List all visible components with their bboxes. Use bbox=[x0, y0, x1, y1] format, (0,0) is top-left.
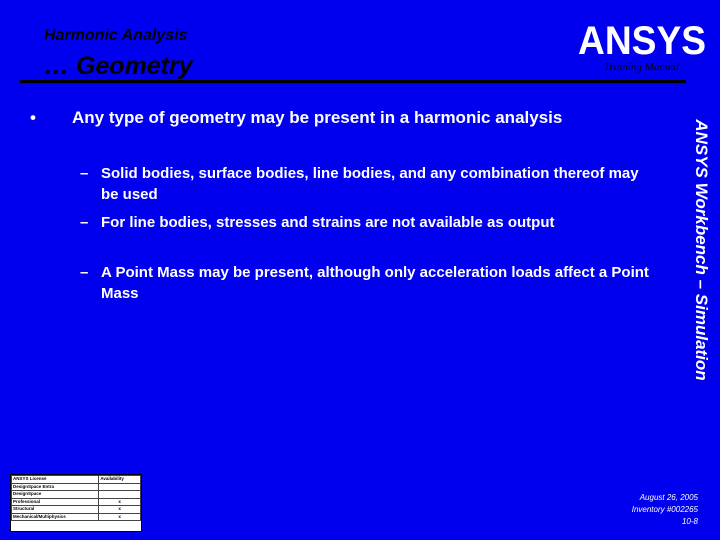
license-name: DesignSpace Entra bbox=[12, 483, 99, 491]
dash-icon: – bbox=[80, 264, 89, 281]
license-name: Mechanical/Multiphysics bbox=[12, 513, 99, 521]
footer-info bbox=[632, 492, 698, 528]
dash-icon: – bbox=[80, 165, 89, 182]
ansys-logo-text: ANSYS bbox=[578, 19, 706, 60]
training-manual-label: Training Manual bbox=[604, 61, 679, 73]
sub-bullet bbox=[80, 163, 660, 205]
slide-title: … Geometry bbox=[44, 52, 193, 80]
license-availability bbox=[99, 483, 141, 491]
section-title: Harmonic Analysis bbox=[44, 27, 188, 44]
license-table bbox=[10, 474, 142, 532]
bullet-text: Any type of geometry may be present in a harmonic analysis bbox=[72, 108, 563, 127]
page-number: 10-8 bbox=[681, 517, 698, 526]
header-divider bbox=[20, 80, 686, 83]
sub-bullet-text: Solid bodies, surface bodies, line bodies, and any combination thereof may be used bbox=[101, 165, 639, 203]
dash-icon: – bbox=[80, 214, 89, 231]
sidebar-vertical-title: ANSYS Workbench – Simulation bbox=[692, 119, 711, 381]
sub-bullet bbox=[80, 212, 660, 233]
bullet-icon: • bbox=[30, 108, 36, 127]
license-header: ANSYS License bbox=[12, 476, 99, 484]
license-availability: x bbox=[99, 513, 141, 521]
sub-bullet-text: A Point Mass may be present, although only acceleration loads affect a Point Mass bbox=[101, 264, 649, 302]
license-availability: x bbox=[99, 498, 141, 506]
license-availability bbox=[99, 491, 141, 499]
footer-date: August 26, 2005 bbox=[639, 493, 698, 502]
license-availability: x bbox=[99, 506, 141, 514]
main-bullet bbox=[30, 107, 590, 128]
license-name: Professional bbox=[12, 498, 99, 506]
sub-bullet bbox=[80, 262, 660, 304]
sub-bullet-text: For line bodies, stresses and strains are not available as output bbox=[101, 214, 555, 231]
footer-inventory: Inventory #002265 bbox=[631, 505, 698, 514]
license-name: DesignSpace bbox=[12, 491, 99, 499]
license-name: Structural bbox=[12, 506, 99, 514]
availability-header: Availability bbox=[99, 476, 141, 484]
ansys-logo bbox=[578, 18, 708, 60]
